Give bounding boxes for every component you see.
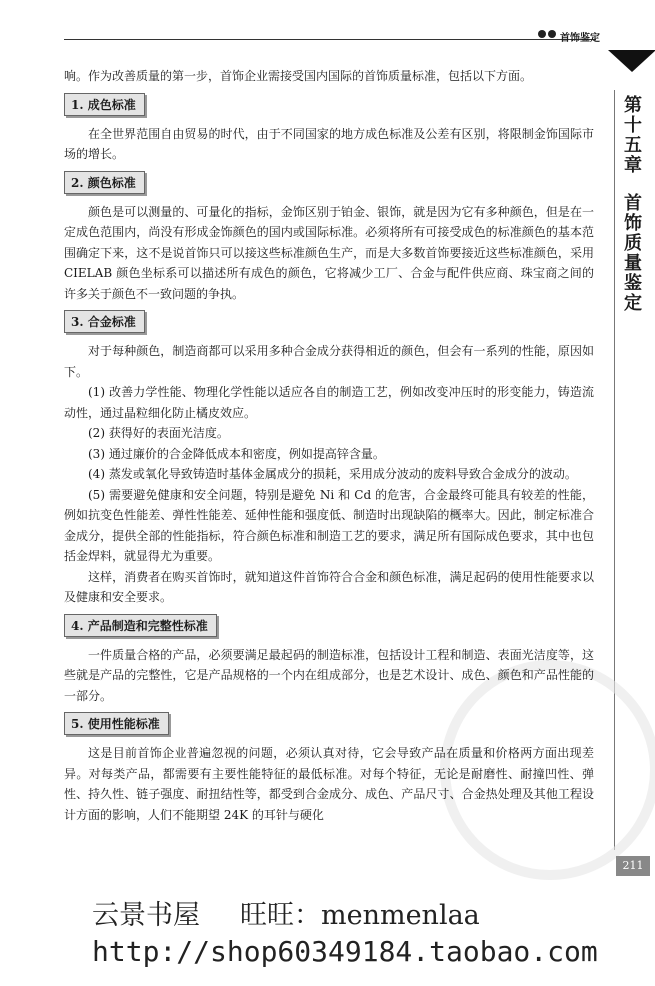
footer-shop — [92, 893, 480, 932]
section-heading: 3. 合金标准 — [64, 310, 145, 333]
list-item: (3) 通过廉价的合金降低成本和密度，例如提高锌含量。 — [88, 446, 385, 461]
chapter-title: 首饰质量鉴定 — [621, 193, 642, 314]
section-heading: 2. 颜色标准 — [64, 171, 145, 194]
section-heading: 5. 使用性能标准 — [64, 712, 169, 735]
shop-url[interactable]: http://shop60349184.taobao.com — [92, 935, 598, 968]
header-logo-icon — [538, 30, 556, 38]
list-item: (2) 获得好的表面光洁度。 — [88, 426, 229, 440]
diamond-icon — [608, 50, 655, 72]
list-item: (5) 需要避免健康和安全问题，特别是避免 Ni 和 Cd 的危害，合金最终可能具有较差的性能，例如抗变色性能差、弹性性能差、延伸性能和强度低、制造时出现缺陷的概率大。因此，制定标准合金成分，提供全部的性能指标，符合颜色标准和制造工艺的要求，满足所有国际成色要求，其中也包括金焊料，就显得尤为重要。 — [64, 487, 594, 563]
paragraph: 一件质量合格的产品，必须要满足最起码的制造标准，包括设计工程和制造、表面光洁度等，这些就是产品的完整性，它是产品规格的一个内在组成部分，也是艺术设计、成色、颜色和产品性能的一部分。 — [64, 647, 594, 703]
paragraph: 颜色是可以测量的、可量化的指标，金饰区别于铂金、银饰，就是因为它有多种颜色，但是在一定成色范围内，尚没有形成金饰颜色的国内或国际标准。必须将所有可接受成色的标准颜色的基本范围确定下来，这不是说首饰只可以接这些标准颜色生产，而是大多数首饰要接近这些标准颜色，采用 CIELAB 颜色坐标系可以描述所有成色的颜色，它将减少工厂、合金与配件供应商、珠宝商之间的许多关于颜色不一致问题的争执。 — [64, 204, 594, 301]
list-item: (1) 改善力学性能、物理化学性能以适应各自的制造工艺，例如改变冲压时的形变能力，铸造流动性，通过晶粒细化防止橘皮效应。 — [64, 385, 594, 420]
paragraph: 对于每种颜色，制造商都可以采用多种合金成分获得相近的颜色，但会有一系列的性能，原因如下。 — [64, 344, 594, 379]
page-number: 211 — [616, 856, 650, 876]
paragraph: 这是目前首饰企业普遍忽视的问题，必须认真对待，它会导致产品在质量和价格两方面出现差异。对每类产品，都需要有主要性能特征的最低标准。对每个特征，无论是耐磨性、耐撞凹性、弹性、持久性、链子强度、耐扭结性等，都受到合金成分、成色、产品尺寸、合金热处理及其他工程设计方面的影响，人们不能期望 24K 的耳针与硬化 — [64, 746, 594, 822]
shop-name: 云景书屋 — [92, 900, 200, 931]
wangwang-id: 旺旺：menmenlaa — [240, 900, 480, 931]
chapter-number: 第十五章 — [621, 95, 642, 175]
paragraph: 在全世界范围自由贸易的时代，由于不同国家的地方成色标准及公差有区别，将限制金饰国际市场的增长。 — [64, 126, 594, 161]
section-heading: 1. 成色标准 — [64, 93, 145, 116]
header-label: 首饰鉴定 — [560, 33, 600, 44]
list-item: (4) 蒸发或氧化导致铸造时基体金属成分的损耗，采用成分波动的废料导致合金成分的波动。 — [88, 467, 577, 481]
chapter-sidebar — [622, 95, 644, 313]
page-body — [64, 66, 594, 825]
paragraph: 这样，消费者在购买首饰时，就知道这件首饰符合合金和颜色标准，满足起码的使用性能要求以及健康和安全要求。 — [64, 569, 594, 604]
header-rule — [64, 39, 596, 40]
intro-paragraph: 响。作为改善质量的第一步，首饰企业需接受国内国际的首饰质量标准，包括以下方面。 — [64, 69, 533, 83]
section-heading: 4. 产品制造和完整性标准 — [64, 614, 217, 637]
